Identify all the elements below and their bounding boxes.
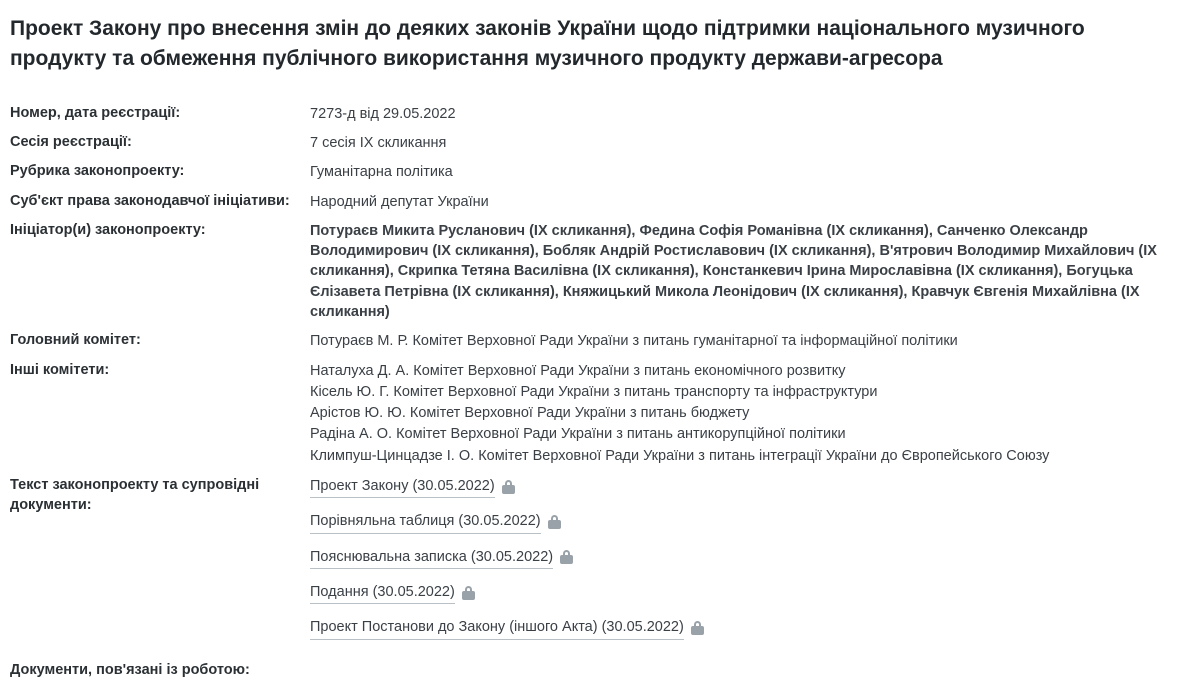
document-link-draft-resolution[interactable]: Проект Постанови до Закону (іншого Акта) (30.05.2022) <box>310 617 684 639</box>
list-item: Наталуха Д. А. Комітет Верховної Ради України з питань економічного розвитку <box>310 362 846 379</box>
lock-icon <box>691 621 704 636</box>
initiators-value: Потураєв Микита Русланович (IX скликання), Федина Софія Романівна (IX скликання), Санченко Олександр Володимирович (IX скликання), Бобляк Андрій Ростиславович (IX скликання), В'ятрович Володимир Михайлович (IX скликання), Скрипка Тетяна Василівна (IX скликання), Констанкевич Ірина Мирославівна (IX скликання), Богуцька Єлізавета Петрівна (IX скликання), Княжицький Микола Леонідович (IX скликання), Кравчук Євгенія Михайлівна (IX скликання) <box>310 222 1157 320</box>
documents-list <box>310 476 1181 661</box>
document-link-explanatory-note[interactable]: Пояснювальна записка (30.05.2022) <box>310 547 553 569</box>
related-documents-value <box>310 662 1181 687</box>
lock-icon <box>502 480 515 495</box>
table-row <box>10 133 1181 162</box>
registration-number-label: Номер, дата реєстрації: <box>10 104 181 121</box>
list-item <box>310 617 1181 639</box>
rubric-value: Гуманітарна політика <box>310 164 453 181</box>
table-row <box>10 361 1181 476</box>
main-committee-label: Головний комітет: <box>10 332 141 349</box>
table-row <box>10 192 1181 221</box>
table-row <box>10 221 1181 331</box>
list-item: Климпуш-Цинцадзе І. О. Комітет Верховної Ради України з питань інтеграції України до Європейського Союзу <box>310 447 1050 464</box>
documents-label: Текст законопроекту та супровідні документи: <box>10 477 260 513</box>
session-label: Сесія реєстрації: <box>10 133 132 150</box>
table-row <box>10 162 1181 191</box>
other-committees-label: Інші комітети: <box>10 361 110 378</box>
lock-icon <box>462 586 475 601</box>
list-item <box>310 547 1181 569</box>
table-row <box>10 476 1181 661</box>
page-title: Проект Закону про внесення змін до деяких законів України щодо підтримки національного музичного продукту та обмеження публічного використання музичного продукту держави-агресора <box>10 17 1085 70</box>
main-committee-value: Потураєв М. Р. Комітет Верховної Ради України з питань гуманітарної та інформаційної політики <box>310 333 958 350</box>
table-row <box>10 104 1181 133</box>
list-item: Арістов Ю. Ю. Комітет Верховної Ради України з питань бюджету <box>310 405 750 422</box>
list-item <box>310 511 1181 533</box>
rubric-label: Рубрика законопроекту: <box>10 163 185 180</box>
table-row <box>10 331 1181 360</box>
list-item: Радіна А. О. Комітет Верховної Ради України з питань антикорупційної політики <box>310 426 846 443</box>
session-value: 7 сесія IX скликання <box>310 134 447 151</box>
lock-icon <box>548 515 561 530</box>
subject-value: Народний депутат України <box>310 193 489 210</box>
list-item <box>310 476 1181 498</box>
bill-metadata-table <box>10 104 1181 687</box>
registration-number-value: 7273-д від 29.05.2022 <box>310 105 456 122</box>
initiators-label: Ініціатор(и) законопроекту: <box>10 221 206 238</box>
list-item: Кісель Ю. Г. Комітет Верховної Ради України з питань транспорту та інфраструктури <box>310 383 878 400</box>
document-link-draft-law[interactable]: Проект Закону (30.05.2022) <box>310 476 495 498</box>
document-link-comparison-table[interactable]: Порівняльна таблиця (30.05.2022) <box>310 511 541 533</box>
document-link-submission[interactable]: Подання (30.05.2022) <box>310 582 455 604</box>
lock-icon <box>560 550 573 565</box>
subject-label: Суб'єкт права законодавчої ініціативи: <box>10 192 290 209</box>
table-row <box>10 662 1181 687</box>
related-documents-label: Документи, пов'язані із роботою: <box>10 661 250 678</box>
list-item <box>310 582 1181 604</box>
other-committees-list <box>310 361 1181 476</box>
